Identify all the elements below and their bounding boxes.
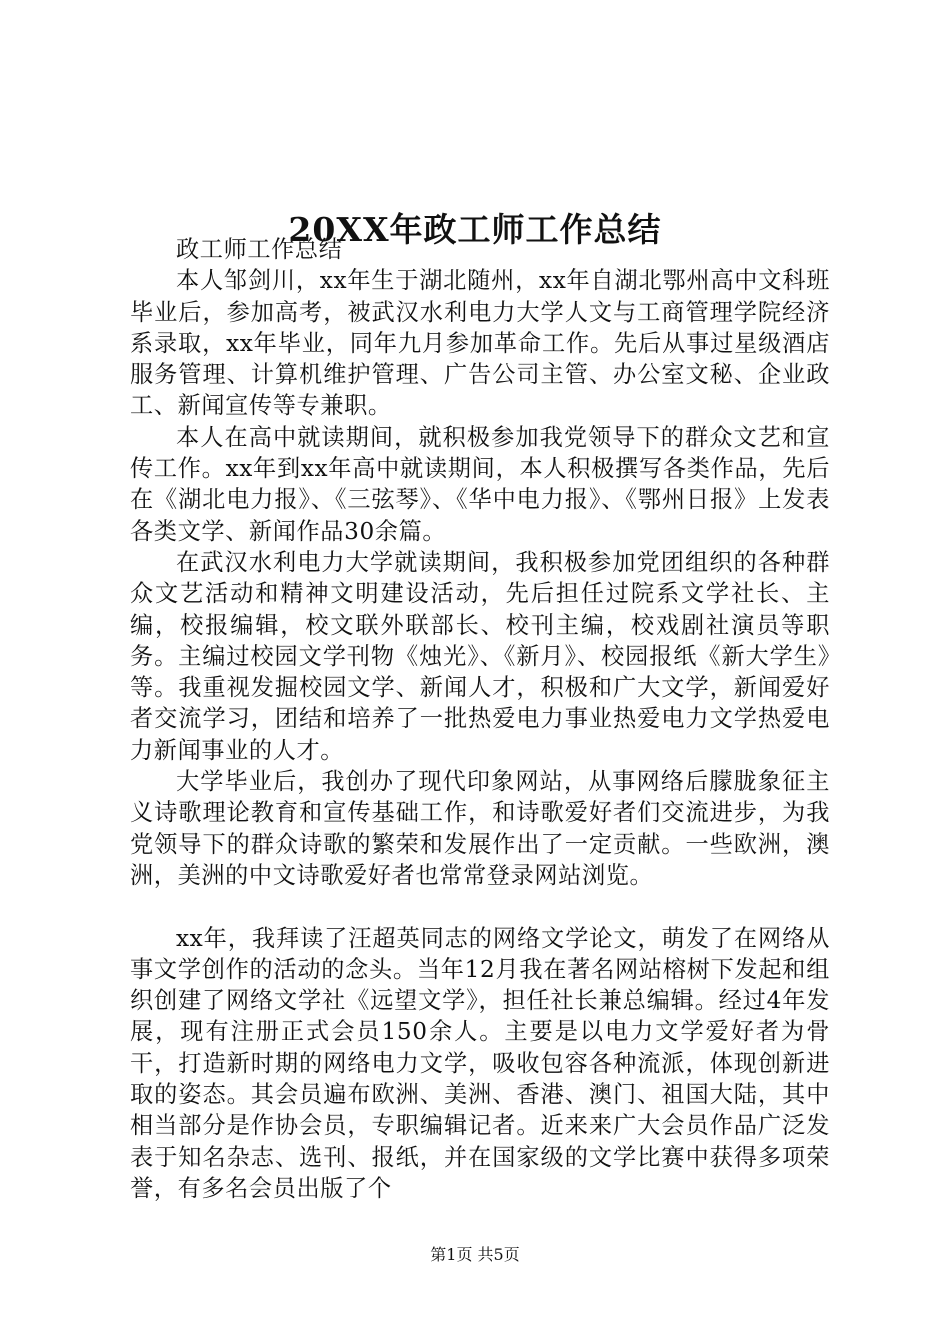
paragraph: 本人在高中就读期间，就积极参加我党领导下的群众文艺和宣传工作。xx年到xx年高中就读期间，本人积极撰写各类作品，先后在《湖北电力报》、《三弦琴》、《华中电力报》、《鄂州日报》上发表各类文学、新闻作品30余篇。 (130, 423, 830, 545)
paragraph-spacer (130, 891, 830, 922)
page-number-footer: 第1页 共5页 (430, 1245, 520, 1264)
paragraph: 大学毕业后，我创办了现代印象网站，从事网络后朦胧象征主义诗歌理论教育和宣传基础工作，和诗歌爱好者们交流进步，为我党领导下的群众诗歌的繁荣和发展作出了一定贡献。一些欧洲，澳洲，美洲的中文诗歌爱好者也常常登录网站浏览。 (130, 768, 830, 889)
document-body (130, 234, 830, 1204)
paragraph: 在武汉水利电力大学就读期间，我积极参加党团组织的各种群众文艺活动和精神文明建设活动，先后担任过院系文学社长、主编，校报编辑，校文联外联部长、校刊主编，校戏剧社演员等职务。主编过校园文学刊物《烛光》、《新月》、校园报纸《新大学生》等。我重视发掘校园文学、新闻人才，积极和广大文学，新闻爱好者交流学习，团结和培养了一批热爱电力事业热爱电力文学热爱电力新闻事业的人才。 (130, 548, 830, 764)
paragraph: 本人邹剑川，xx年生于湖北随州，xx年自湖北鄂州高中文科班毕业后，参加高考，被武汉水利电力大学人文与工商管理学院经济系录取，xx年毕业，同年九月参加革命工作。先后从事过星级酒店服务管理、计算机维护管理、广告公司主管、办公室文秘、企业政工、新闻宣传等专兼职。 (130, 267, 830, 420)
page-title: 20XX年政工师工作总结 (288, 210, 662, 250)
paragraph: xx年，我拜读了汪超英同志的网络文学论文，萌发了在网络从事文学创作的活动的念头。当年12月我在著名网站榕树下发起和组织创建了网络文学社《远望文学》，担任社长兼总编辑。经过4年发展，现有注册正式会员150余人。主要是以电力文学爱好者为骨干，打造新时期的网络电力文学，吸收包容各种流派，体现创新进取的姿态。其会员遍布欧洲、美洲、香港、澳门、祖国大陆，其中相当部分是作协会员，专职编辑记者。近来来广大会员作品广泛发表于知名杂志、选刊、报纸，并在国家级的文学比赛中获得多项荣誉，有多名会员出版了个 (130, 924, 830, 1202)
paragraph-subtitle: 政工师工作总结 (176, 236, 343, 263)
